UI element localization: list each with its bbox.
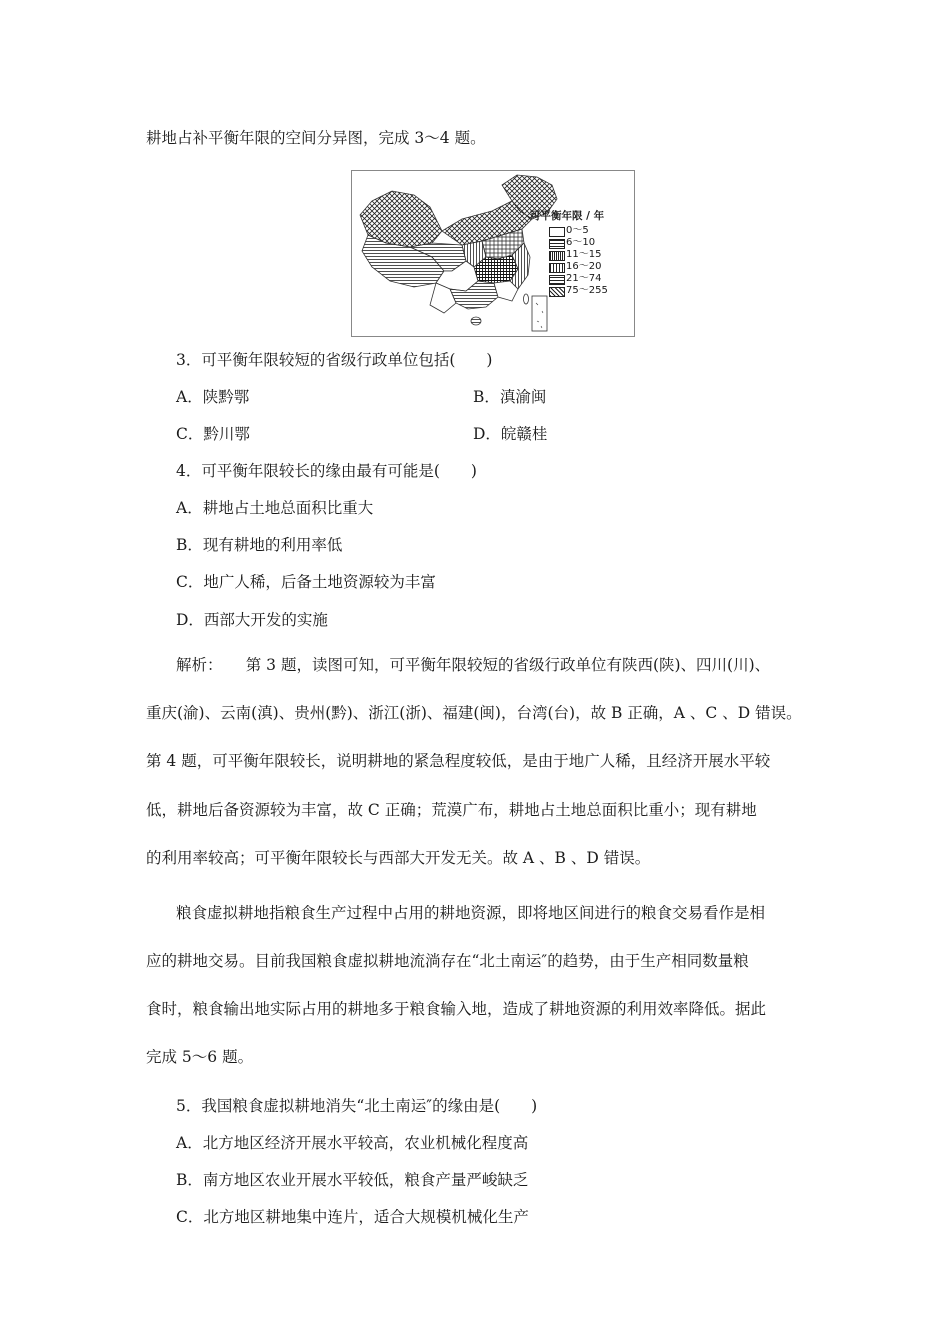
q3-stem: 3．可平衡年限较短的省级行政单位包括( ) [176, 351, 493, 369]
legend-swatch-2 [549, 251, 565, 261]
analysis-line-3: 第 4 题，可平衡年限较长，说明耕地的紧急程度较低，是由于地广人稀，且经济开展水平较 [146, 752, 771, 770]
q4-stem: 4．可平衡年限较长的缘由最有可能是( ) [176, 462, 477, 480]
legend-label-2: 11～15 [566, 249, 602, 260]
legend-label-0: 0～5 [566, 225, 589, 236]
legend-swatch-5 [549, 287, 565, 297]
analysis-line-4: 低，耕地后备资源较为丰富，故 C 正确；荒漠广布，耕地占土地总面积比重小；现有耕地 [146, 801, 757, 819]
legend-swatch-1 [549, 239, 565, 249]
analysis-line-5: 的利用率较高；可平衡年限较长与西部大开发无关。故 A 、B 、D 错误。 [146, 849, 651, 867]
legend-label-1: 6～10 [566, 237, 596, 248]
passage-line-1: 粮食虚拟耕地指粮食生产过程中占用的耕地资源，即将地区间进行的粮食交易看作是相 [176, 904, 766, 922]
intro-text: 耕地占补平衡年限的空间分异图，完成 3～4 题。 [146, 129, 486, 147]
passage-line-4: 完成 5～6 题。 [146, 1048, 254, 1066]
analysis-line-2: 重庆(渝)、云南(滇)、贵州(黔)、浙江(浙)、福建(闽)，台湾(台)，故 B 正确，A 、C 、D 错误。 [146, 704, 802, 722]
q3-option-b: B．滇渝闽 [473, 388, 547, 406]
q4-option-d: D．西部大开发的实施 [176, 611, 328, 629]
q3-option-c: C．黔川鄂 [176, 425, 250, 443]
legend-swatch-0 [549, 227, 565, 237]
passage-line-3: 食时，粮食输出地实际占用的耕地多于粮食输入地，造成了耕地资源的利用效率降低。据此 [146, 1000, 767, 1018]
legend-label-5: 75～255 [566, 285, 608, 296]
region-taiwan [524, 294, 529, 304]
passage-line-2: 应的耕地交易。目前我国粮食虚拟耕地流淌存在“北土南运″的趋势，由于生产相同数量粮 [146, 952, 749, 970]
q4-option-b: B．现有耕地的利用率低 [176, 536, 343, 554]
region-hainan [471, 317, 481, 325]
legend-label-4: 21～74 [566, 273, 602, 284]
q5-option-a: A．北方地区经济开展水平较高，农业机械化程度高 [176, 1134, 529, 1152]
q4-option-a: A．耕地占土地总面积比重大 [176, 499, 374, 517]
q5-option-b: B．南方地区农业开展水平较低，粮食产量严峻缺乏 [176, 1171, 529, 1189]
q5-stem: 5．我国粮食虚拟耕地消失“北土南运″的缘由是( ) [176, 1097, 538, 1115]
q4-option-c: C．地广人稀，后备土地资源较为丰富 [176, 573, 436, 591]
south-china-sea-inset [532, 296, 547, 331]
legend-swatch-3 [549, 263, 565, 273]
legend-swatch-4 [549, 275, 565, 285]
analysis-line-1: 解析： 第 3 题，读图可知，可平衡年限较短的省级行政单位有陕西(陕)、四川(川)、 [176, 656, 771, 674]
legend-title: 可平衡年限 / 年 [530, 210, 605, 222]
q3-option-d: D．皖赣桂 [473, 425, 548, 443]
legend-label-3: 16～20 [566, 261, 602, 272]
q5-option-c: C．北方地区耕地集中连片，适合大规模机械化生产 [176, 1208, 529, 1226]
q3-option-a: A．陕黔鄂 [176, 388, 250, 406]
